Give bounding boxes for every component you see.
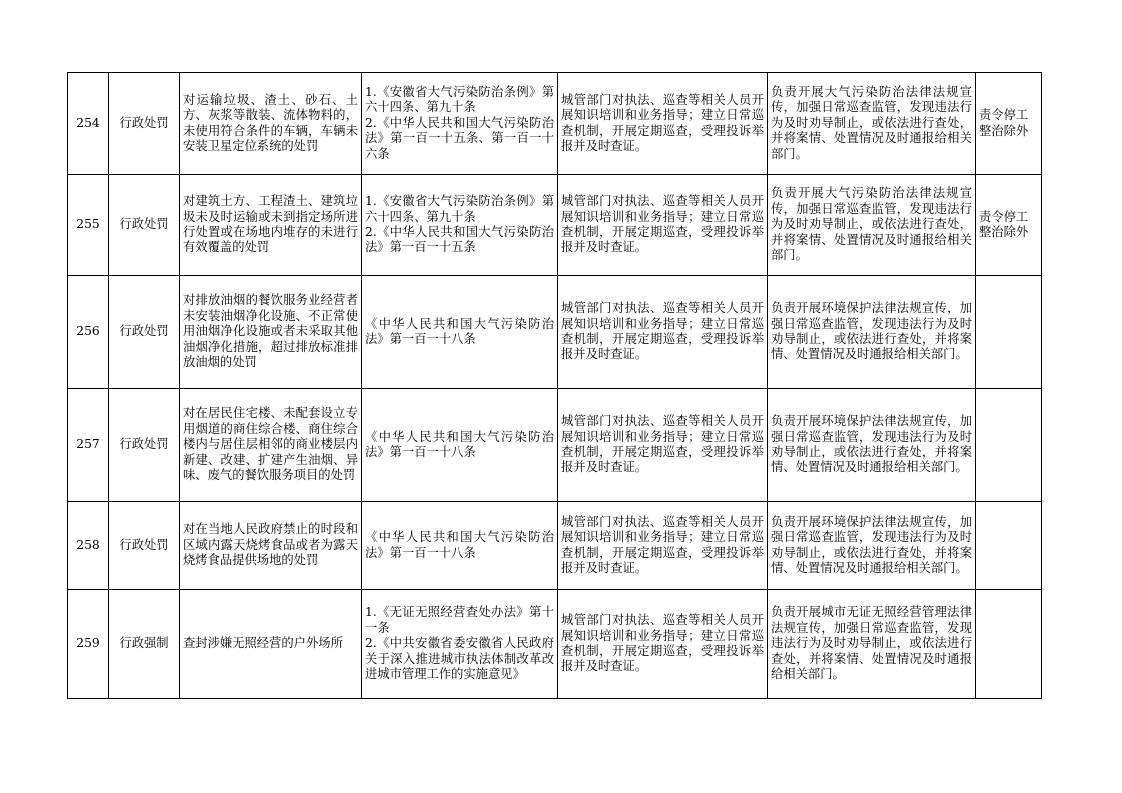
- legal-basis-line: 2.《中共安徽省委安徽省人民政府关于深入推进城市执法体制改革改进城市管理工作的实施意见》: [365, 636, 554, 682]
- township-responsibility: 负责开展大气污染防治法律法规宣传，加强日常巡查监管，发现违法行为及时劝导制止，或依法进行查处，并将案情、处置情况及时通报给相关部门。: [768, 73, 976, 175]
- legal-basis: [362, 389, 558, 502]
- item-name: 对排放油烟的餐饮服务业经营者未安装油烟净化设施、不正常使用油烟净化设施或者未采取其他油烟净化措施，超过排放标准排放油烟的处罚: [180, 276, 362, 389]
- township-responsibility: 负责开展大气污染防治法律法规宣传，加强日常巡查监管，发现违法行为及时劝导制止，或依法进行查处，并将案情、处置情况及时通报给相关部门。: [768, 175, 976, 276]
- legal-basis-line: 1.《安徽省大气污染防治条例》第六十四条、第九十条: [365, 194, 554, 224]
- item-name: 对在居民住宅楼、未配套设立专用烟道的商住综合楼、商住综合楼内与居住层相邻的商业楼层内新建、改建、扩建产生油烟、异味、废气的餐饮服务项目的处罚: [180, 389, 362, 502]
- legal-basis: [362, 73, 558, 175]
- power-type: 行政强制: [109, 590, 180, 699]
- legal-basis-line: 《中华人民共和国大气污染防治法》第一百一十八条: [365, 316, 554, 346]
- remark: [976, 502, 1042, 590]
- legal-basis-line: 1.《安徽省大气污染防治条例》第六十四条、第九十条: [365, 84, 554, 115]
- remark: [976, 389, 1042, 502]
- township-responsibility: 负责开展城市无证无照经营管理法律法规宣传，加强日常巡查监管，发现违法行为及时劝导制止，或依法进行查处，并将案情、处置情况及时通报给相关部门。: [768, 590, 976, 699]
- legal-basis: [362, 590, 558, 699]
- department-responsibility: 城管部门对执法、巡查等相关人员开展知识培训和业务指导；建立日常巡查机制，开展定期巡查，受理投诉举报并及时查证。: [558, 590, 768, 699]
- item-name: 对运输垃圾、渣土、砂石、土方、灰浆等散装、流体物料的，未使用符合条件的车辆，车辆未安装卫星定位系统的处罚: [180, 73, 362, 175]
- item-name: 查封涉嫌无照经营的户外场所: [180, 590, 362, 699]
- power-type: 行政处罚: [109, 73, 180, 175]
- item-number: 259: [68, 590, 109, 699]
- department-responsibility: 城管部门对执法、巡查等相关人员开展知识培训和业务指导；建立日常巡查机制，开展定期巡查，受理投诉举报并及时查证。: [558, 502, 768, 590]
- legal-basis-line: 1.《无证无照经营查处办法》第十一条: [365, 605, 554, 635]
- department-responsibility: 城管部门对执法、巡查等相关人员开展知识培训和业务指导；建立日常巡查机制，开展定期巡查，受理投诉举报并及时查证。: [558, 175, 768, 276]
- table-row: [68, 502, 1042, 590]
- department-responsibility: 城管部门对执法、巡查等相关人员开展知识培训和业务指导；建立日常巡查机制，开展定期巡查，受理投诉举报并及时查证。: [558, 73, 768, 175]
- township-responsibility: 负责开展环境保护法律法规宣传，加强日常巡查监管，发现违法行为及时劝导制止，或依法进行查处，并将案情、处置情况及时通报给相关部门。: [768, 389, 976, 502]
- department-responsibility: 城管部门对执法、巡查等相关人员开展知识培训和业务指导；建立日常巡查机制，开展定期巡查，受理投诉举报并及时查证。: [558, 276, 768, 389]
- remark: 责令停工整治除外: [976, 175, 1042, 276]
- legal-basis-line: 2.《中华人民共和国大气污染防治法》第一百一十五条、第一百一十六条: [365, 115, 554, 161]
- remark: [976, 276, 1042, 389]
- item-number: 256: [68, 276, 109, 389]
- power-type: 行政处罚: [109, 175, 180, 276]
- power-type: 行政处罚: [109, 276, 180, 389]
- department-responsibility: 城管部门对执法、巡查等相关人员开展知识培训和业务指导；建立日常巡查机制，开展定期巡查，受理投诉举报并及时查证。: [558, 389, 768, 502]
- item-name: 对建筑土方、工程渣土、建筑垃圾未及时运输或未到指定场所进行处置或在场地内堆存的未进行有效覆盖的处罚: [180, 175, 362, 276]
- table-row: [68, 276, 1042, 389]
- legal-basis-line: 《中华人民共和国大气污染防治法》第一百一十八条: [365, 429, 554, 459]
- responsibility-table: [67, 72, 1042, 699]
- item-number: 255: [68, 175, 109, 276]
- legal-basis: [362, 502, 558, 590]
- township-responsibility: 负责开展环境保护法律法规宣传，加强日常巡查监管，发现违法行为及时劝导制止，或依法进行查处，并将案情、处置情况及时通报给相关部门。: [768, 502, 976, 590]
- power-type: 行政处罚: [109, 389, 180, 502]
- item-number: 258: [68, 502, 109, 590]
- table-row: [68, 389, 1042, 502]
- table-row: [68, 175, 1042, 276]
- legal-basis: [362, 276, 558, 389]
- item-number: 257: [68, 389, 109, 502]
- item-name: 对在当地人民政府禁止的时段和区域内露天烧烤食品或者为露天烧烤食品提供场地的处罚: [180, 502, 362, 590]
- item-number: 254: [68, 73, 109, 175]
- table-row: [68, 73, 1042, 175]
- table-row: [68, 590, 1042, 699]
- township-responsibility: 负责开展环境保护法律法规宣传，加强日常巡查监管，发现违法行为及时劝导制止，或依法进行查处，并将案情、处置情况及时通报给相关部门。: [768, 276, 976, 389]
- legal-basis-line: 2.《中华人民共和国大气污染防治法》第一百一十五条: [365, 225, 554, 255]
- remark: 责令停工整治除外: [976, 73, 1042, 175]
- legal-basis-line: 《中华人民共和国大气污染防治法》第一百一十八条: [365, 530, 554, 560]
- power-type: 行政处罚: [109, 502, 180, 590]
- legal-basis: [362, 175, 558, 276]
- remark: [976, 590, 1042, 699]
